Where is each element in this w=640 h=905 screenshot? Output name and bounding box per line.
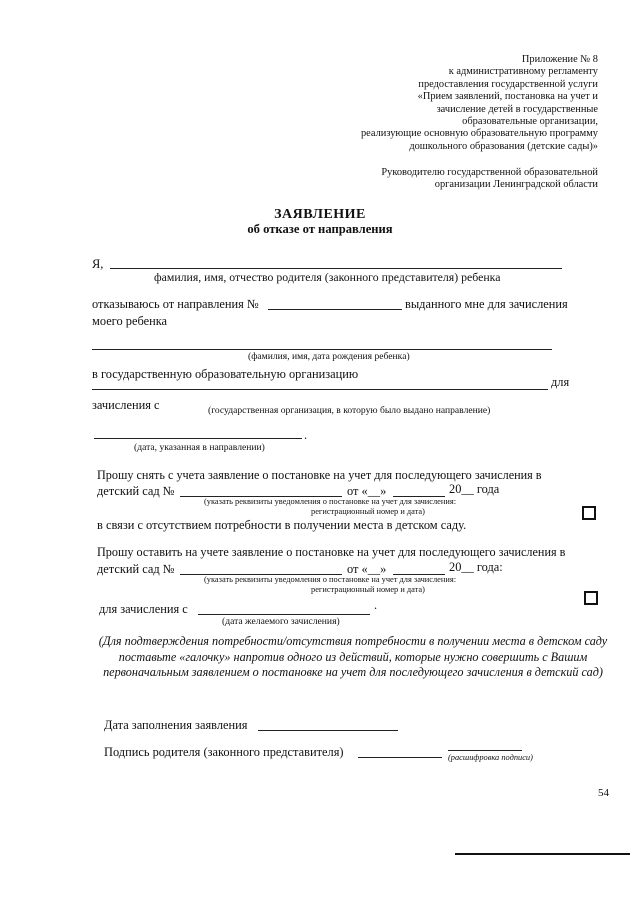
option2-text: Прошу оставить на учете заявление о постановке на учет для последующего зачисления в	[97, 545, 566, 559]
appendix-line: предоставления государственной услуги	[418, 78, 598, 90]
signature-hint: (расшифровка подписи)	[448, 753, 533, 762]
document-title: ЗАЯВЛЕНИЕ	[274, 207, 366, 222]
recipient-block	[298, 167, 598, 192]
option1-hint2: регистрационный номер и дата)	[311, 507, 425, 516]
option1-year: 20__ года	[449, 482, 500, 496]
child-info-hint: (фамилия, имя, дата рождения ребенка)	[248, 351, 410, 362]
child-info-field[interactable]	[92, 349, 552, 350]
option2-checkbox[interactable]	[584, 591, 598, 605]
option1-reason: в связи с отсутствием потребности в получении места в детском саду.	[97, 518, 467, 532]
organization-suffix: для	[551, 375, 570, 389]
referral-date-field[interactable]	[94, 438, 302, 439]
option1-garden-prefix: детский сад №	[97, 484, 175, 498]
signature-decode-field[interactable]	[448, 750, 522, 751]
referral-number-field[interactable]	[268, 309, 402, 310]
footer-bar	[455, 853, 630, 855]
option1-text: Прошу снять с учета заявление о постановке на учет для последующего зачисления в	[97, 468, 542, 482]
appendix-line: образовательные организации,	[462, 116, 598, 128]
referral-date-dot: .	[304, 428, 308, 442]
option2-garden-prefix: детский сад №	[97, 562, 175, 576]
option1-from: от «__»	[347, 484, 387, 498]
option2-enroll-date-field[interactable]	[198, 614, 370, 615]
option2-hint2: регистрационный номер и дата)	[311, 585, 425, 594]
appendix-line: «Прием заявлений, постановка на учет и	[417, 91, 598, 103]
enrollment-from-label: зачисления с	[92, 398, 160, 412]
referral-date-hint: (дата, указанная в направлении)	[134, 442, 265, 453]
appendix-line: к административному регламенту	[448, 66, 598, 78]
organization-text: в государственную образовательную организацию	[92, 367, 359, 381]
option2-enroll-dot: .	[374, 598, 378, 612]
fill-date-field[interactable]	[258, 730, 398, 731]
option1-hint1: (указать реквизиты уведомления о постановке на учет для зачисления:	[204, 497, 457, 506]
appendix-line: зачисление детей в государственные	[436, 103, 598, 115]
page-number: 54	[598, 787, 609, 799]
appendix-header	[298, 54, 598, 153]
option2-enroll-hint: (дата желаемого зачисления)	[222, 616, 340, 627]
appendix-line: реализующие основную образовательную программу	[360, 128, 598, 140]
recipient-line: Руководителю государственной образовательной	[381, 167, 598, 178]
option2-year: 20__ года:	[449, 560, 503, 574]
document-subtitle: об отказе от направления	[247, 222, 393, 236]
option2-hint1: (указать реквизиты уведомления о постановке на учет для зачисления:	[204, 575, 457, 584]
recipient-line: организации Ленинградской области	[434, 179, 598, 191]
fill-date-label: Дата заполнения заявления	[104, 718, 248, 732]
option2-enroll-label: для зачисления с	[99, 602, 188, 616]
option1-checkbox[interactable]	[582, 506, 596, 520]
applicant-hint: фамилия, имя, отчество родителя (законного представителя) ребенка	[154, 270, 501, 284]
signature-field[interactable]	[358, 757, 442, 758]
refusal-text-end: выданного мне для зачисления	[405, 297, 568, 311]
appendix-line: Приложение № 8	[521, 54, 598, 65]
applicant-prefix: Я,	[92, 257, 104, 271]
organization-field[interactable]	[92, 389, 548, 390]
instruction-note: (Для подтверждения потребности/отсутствия потребности в получении места в детском саду поставьте «галочку» напротив одного из действий, которые нужно совершить с Вашим первоначальным заявлением о постановке на учет для последующего зачисления в детский сад)	[98, 634, 608, 679]
organization-hint: (государственная организация, в которую было выдано направление)	[208, 405, 491, 416]
option2-from: от «__»	[347, 562, 387, 576]
appendix-line: дошкольного образования (детские сады)»	[409, 140, 598, 152]
applicant-name-field[interactable]	[110, 268, 562, 269]
refusal-text: отказываюсь от направления №	[92, 297, 259, 311]
refusal-text-line2: моего ребенка	[92, 314, 168, 328]
signature-label: Подпись родителя (законного представителя)	[104, 745, 344, 759]
